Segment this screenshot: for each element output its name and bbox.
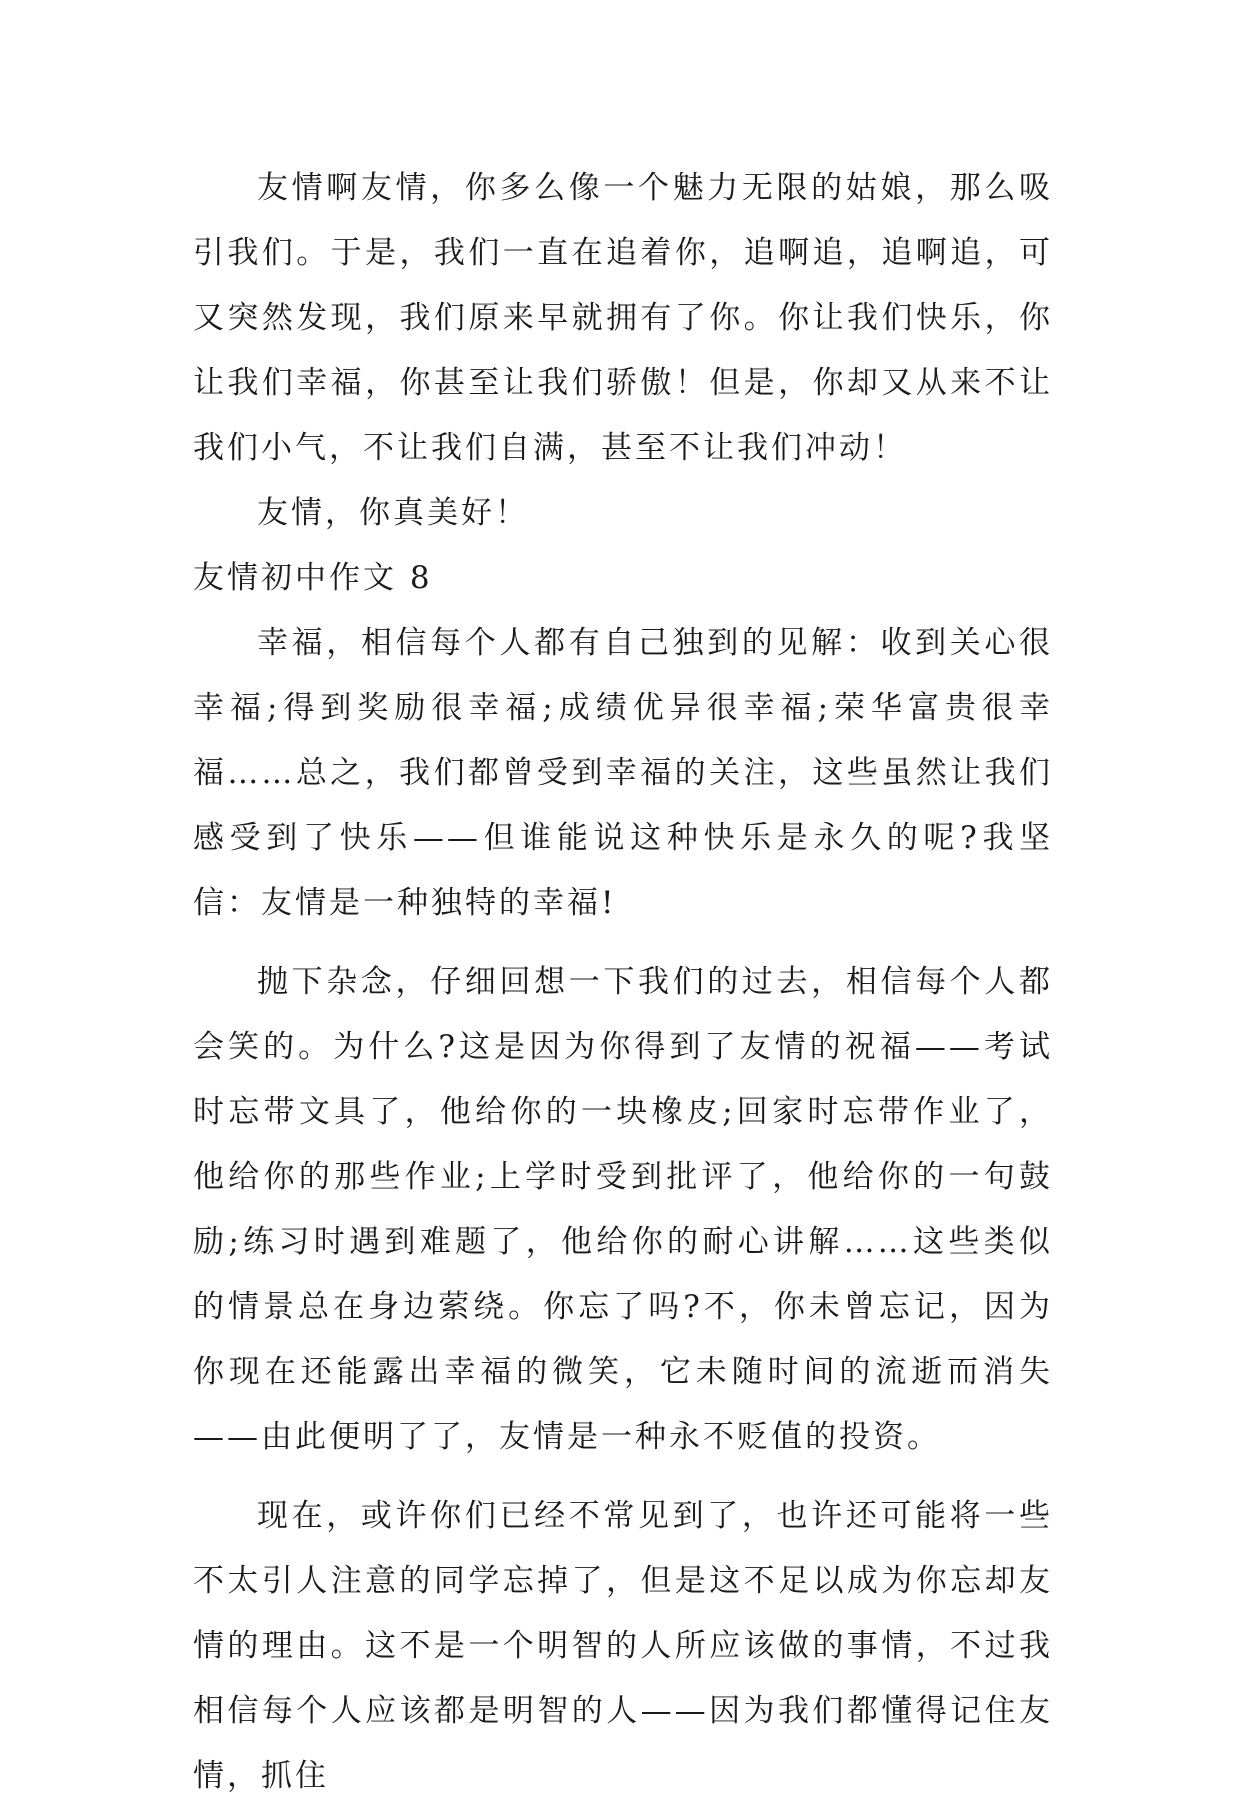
paragraph-memories: 抛下杂念，仔细回想一下我们的过去，相信每个人都会笑的。为什么?这是因为你得到了友情的祝福——考试时忘带文具了，他给你的一块橡皮;回家时忘带作业了，他给你的那些作业;上学时受到批评了，他给你的一句鼓励;练习时遇到难题了，他给你的耐心讲解……这些类似的情景总在身边萦绕。你忘了吗?不，你未曾忘记，因为你现在还能露出幸福的微笑，它未随时间的流逝而消失——由此便明了了，友情是一种永不贬值的投资。 [193,964,1053,1455]
document-body [193,156,1053,1809]
section-title: 友情初中作文 8 [193,560,433,596]
paragraph-friendship-beautiful: 友情，你真美好！ [257,495,529,531]
paragraph-happiness: 幸福，相信每个人都有自己独到的见解：收到关心很幸福;得到奖励很幸福;成绩优异很幸福;荣华富贵很幸福……总之，我们都曾受到幸福的关注，这些虽然让我们感受到了快乐——但谁能说这种快乐是永久的呢?我坚信：友情是一种独特的幸福! [193,625,1053,921]
paragraph-friendship-praise: 友情啊友情，你多么像一个魅力无限的姑娘，那么吸引我们。于是，我们一直在追着你，追啊追，追啊追，可又突然发现，我们原来早就拥有了你。你让我们快乐，你让我们幸福，你甚至让我们骄傲！但是，你却又从来不让我们小气，不让我们自满，甚至不让我们冲动！ [193,170,1053,466]
paragraph-now: 现在，或许你们已经不常见到了，也许还可能将一些不太引人注意的同学忘掉了，但是这不足以成为你忘却友情的理由。这不是一个明智的人所应该做的事情，不过我相信每个人应该都是明智的人——因为我们都懂得记住友情，抓住 [193,1498,1053,1794]
